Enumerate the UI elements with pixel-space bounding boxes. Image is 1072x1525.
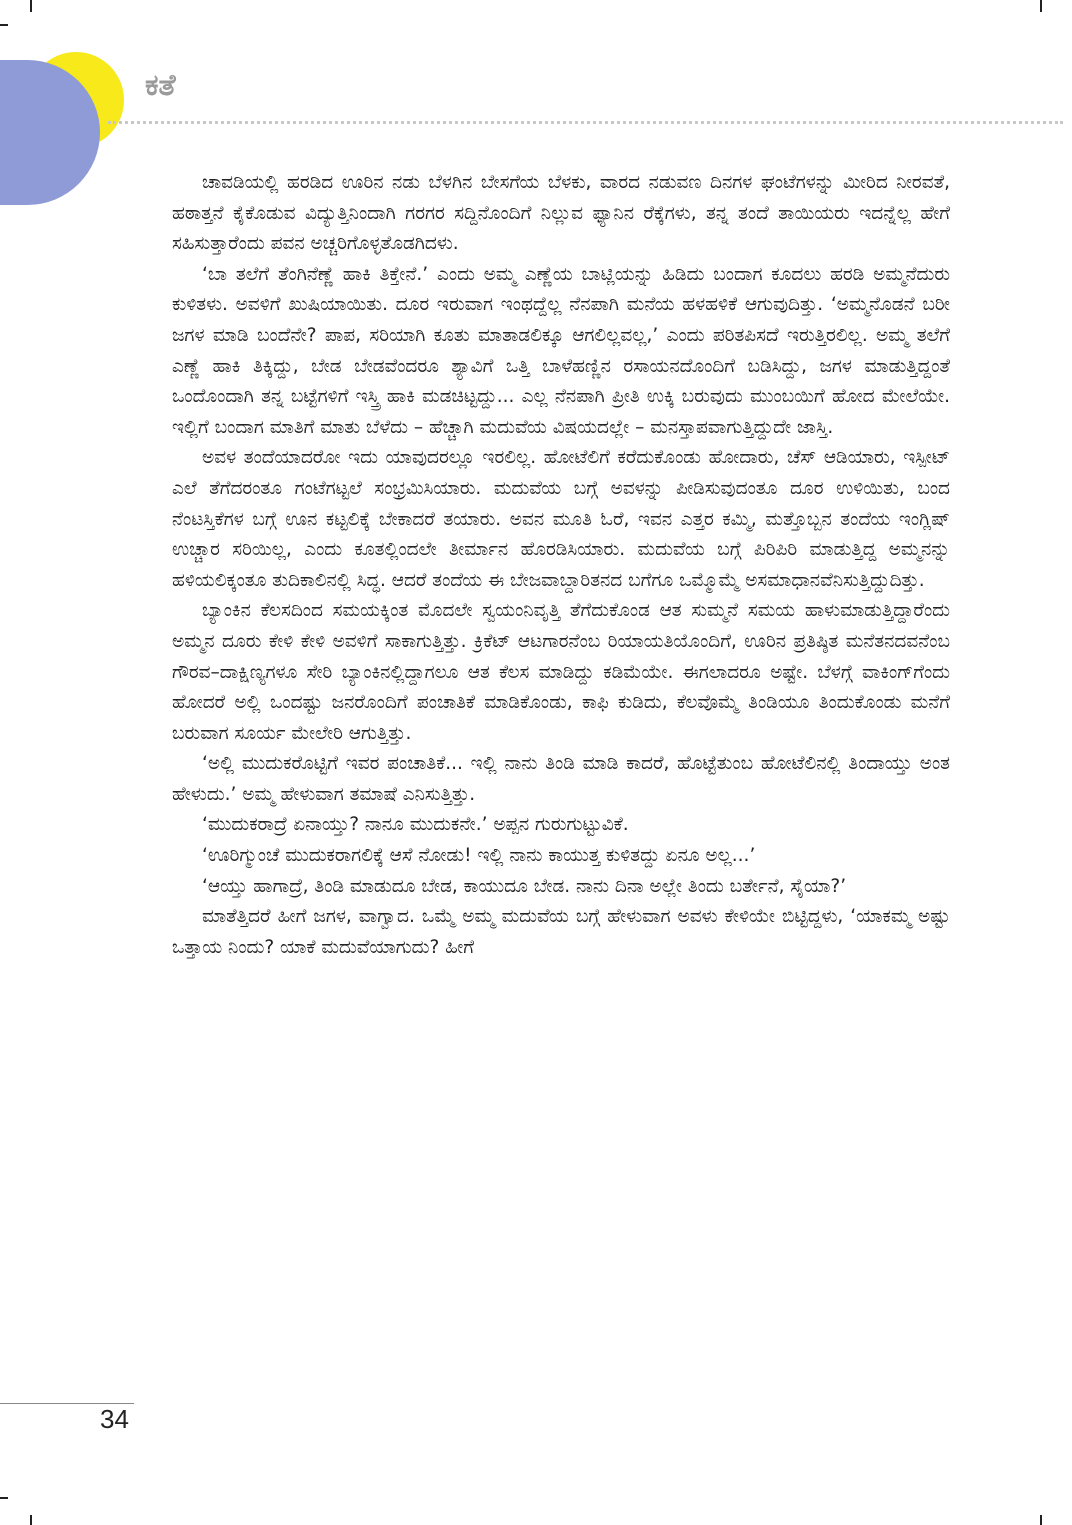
crop-mark <box>0 24 8 26</box>
dotted-divider <box>108 121 1063 124</box>
story-body <box>172 168 950 963</box>
paragraph: ‘ಆಯ್ತು ಹಾಗಾದ್ರೆ, ತಿಂಡಿ ಮಾಡುದೂ ಬೇಡ, ಕಾಯುದೂ ಬೇಡ. ನಾನು ದಿನಾ ಅಲ್ಲೇ ತಿಂದು ಬರ್ತೇನೆ, ಸೈಯಾ?’ <box>202 875 847 897</box>
crop-mark <box>30 1515 32 1525</box>
paragraph: ಬ್ಯಾಂಕಿನ ಕೆಲಸದಿಂದ ಸಮಯಕ್ಕಿಂತ ಮೊದಲೇ ಸ್ವಯಂನಿವೃತ್ತಿ ತೆಗೆದುಕೊಂಡ ಆತ ಸುಮ್ಮನೆ ಸಮಯ ಹಾಳುಮಾಡುತ್ತಿದ್ದಾರೆಂದು ಅಮ್ಮನ ದೂರು ಕೇಳಿ ಕೇಳಿ ಅವಳಿಗೆ ಸಾಕಾಗುತ್ತಿತ್ತು. ಕ್ರಿಕೆಟ್ ಆಟಗಾರನೆಂಬ ರಿಯಾಯತಿಯೊಂದಿಗೆ, ಊರಿನ ಪ್ರತಿಷ್ಠಿತ ಮನೆತನದವನೆಂಬ ಗೌರವ–ದಾಕ್ಷಿಣ್ಯಗಳೂ ಸೇರಿ ಬ್ಯಾಂಕಿನಲ್ಲಿದ್ದಾಗಲೂ ಆತ ಕೆಲಸ ಮಾಡಿದ್ದು ಕಡಿಮೆಯೇ. ಈಗಲಾದರೂ ಅಷ್ಟೇ. ಬೆಳಗ್ಗೆ ವಾಕಿಂಗ್‌ಗೆಂದು ಹೋದರೆ ಅಲ್ಲಿ ಒಂದಷ್ಟು ಜನರೊಂದಿಗೆ ಪಂಚಾತಿಕೆ ಮಾಡಿಕೊಂಡು, ಕಾಫಿ ಕುಡಿದು, ಕೆಲವೊಮ್ಮೆ ತಿಂಡಿಯೂ ತಿಂದುಕೊಂಡು ಮನೆಗೆ ಬರುವಾಗ ಸೂರ್ಯ ಮೇಲೇರಿ ಆಗುತ್ತಿತ್ತು. <box>172 600 950 744</box>
paragraph: ಅವಳ ತಂದೆಯಾದರೋ ಇದು ಯಾವುದರಲ್ಲೂ ಇರಲಿಲ್ಲ. ಹೋಟೆಲಿಗೆ ಕರೆದುಕೊಂಡು ಹೋದಾರು, ಚೆಸ್ ಆಡಿಯಾರು, ಇಸ್ಪೀಟ್ ಎಲೆ ತೆಗೆದರಂತೂ ಗಂಟೆಗಟ್ಟಲೆ ಸಂಭ್ರಮಿಸಿಯಾರು. ಮದುವೆಯ ಬಗ್ಗೆ ಅವಳನ್ನು ಪೀಡಿಸುವುದಂತೂ ದೂರ ಉಳಿಯಿತು, ಬಂದ ನೆಂಟಸ್ತಿಕೆಗಳ ಬಗ್ಗೆ ಊನ ಕಟ್ಟಲಿಕ್ಕೆ ಬೇಕಾದರೆ ತಯಾರು. ಅವನ ಮೂತಿ ಓರೆ, ಇವನ ಎತ್ತರ ಕಮ್ಮಿ, ಮತ್ತೊಬ್ಬನ ತಂದೆಯ ಇಂಗ್ಲಿಷ್ ಉಚ್ಚಾರ ಸರಿಯಿಲ್ಲ, ಎಂದು ಕೂತಲ್ಲಿಂದಲೇ ತೀರ್ಮಾನ ಹೊರಡಿಸಿಯಾರು. ಮದುವೆಯ ಬಗ್ಗೆ ಪಿರಿಪಿರಿ ಮಾಡುತ್ತಿದ್ದ ಅಮ್ಮನನ್ನು ಹಳಿಯಲಿಕ್ಕಂತೂ ತುದಿಕಾಲಿನಲ್ಲಿ ಸಿದ್ಧ. ಆದರೆ ತಂದೆಯ ಈ ಬೇಜವಾಬ್ದಾರಿತನದ ಬಗೆಗೂ ಒಮ್ಮೊಮ್ಮೆ ಅಸಮಾಧಾನವೆನಿಸುತ್ತಿದ್ದುದಿತ್ತು. <box>172 447 950 591</box>
paragraph: ಮಾತೆತ್ತಿದರೆ ಹೀಗೆ ಜಗಳ, ವಾಗ್ವಾದ. ಒಮ್ಮೆ ಅಮ್ಮ ಮದುವೆಯ ಬಗ್ಗೆ ಹೇಳುವಾಗ ಅವಳು ಕೇಳಿಯೇ ಬಿಟ್ಟಿದ್ದಳು, ‘ಯಾಕಮ್ಮ ಅಷ್ಟು ಒತ್ತಾಯ ನಿಂದು? ಯಾಕೆ ಮದುವೆಯಾಗುದು? ಹೀಗೆ <box>172 906 950 958</box>
paragraph: ‘ಅಲ್ಲಿ ಮುದುಕರೊಟ್ಟಿಗೆ ಇವರ ಪಂಚಾತಿಕೆ... ಇಲ್ಲಿ ನಾನು ತಿಂಡಿ ಮಾಡಿ ಕಾದರೆ, ಹೊಟ್ಟೆತುಂಬ ಹೋಟೆಲಿನಲ್ಲಿ ತಿಂದಾಯ್ತು ಅಂತ ಹೇಳುದು.’ ಅಮ್ಮ ಹೇಳುವಾಗ ತಮಾಷೆ ಎನಿಸುತ್ತಿತ್ತು. <box>172 753 950 805</box>
crop-mark <box>1040 0 1042 12</box>
crop-mark <box>0 1497 8 1499</box>
crop-mark <box>1040 1515 1042 1525</box>
paragraph: ‘ಮುದುಕರಾದ್ರೆ ಏನಾಯ್ತು? ನಾನೂ ಮುದುಕನೇ.’ ಅಪ್ಪನ ಗುರುಗುಟ್ಟುವಿಕೆ. <box>202 814 629 836</box>
paragraph: ಚಾವಡಿಯಲ್ಲಿ ಹರಡಿದ ಊರಿನ ನಡು ಬೆಳಗಿನ ಬೇಸಗೆಯ ಬೆಳಕು, ವಾರದ ನಡುವಣ ದಿನಗಳ ಘಂಟೆಗಳನ್ನು ಮೀರಿದ ನೀರವತೆ, ಹಠಾತ್ತನೆ ಕೈಕೊಡುವ ವಿದ್ಯುತ್ತಿನಿಂದಾಗಿ ಗರಗರ ಸದ್ದಿನೊಂದಿಗೆ ನಿಲ್ಲುವ ಫ್ಯಾನಿನ ರೆಕ್ಕೆಗಳು, ತನ್ನ ತಂದೆ ತಾಯಿಯರು ಇದನ್ನೆಲ್ಲ ಹೇಗೆ ಸಹಿಸುತ್ತಾರೆಂದು ಪವನ ಅಚ್ಚರಿಗೊಳ್ಳತೊಡಗಿದಳು. <box>172 172 950 255</box>
page-number: 34 <box>100 1404 129 1434</box>
section-title: ಕತೆ <box>145 68 176 103</box>
paragraph: ‘ಬಾ ತಲೆಗೆ ತೆಂಗಿನೆಣ್ಣೆ ಹಾಕಿ ತಿಕ್ತೇನೆ.’ ಎಂದು ಅಮ್ಮ ಎಣ್ಣೆಯ ಬಾಟ್ಲಿಯನ್ನು ಹಿಡಿದು ಬಂದಾಗ ಕೂದಲು ಹರಡಿ ಅಮ್ಮನೆದುರು ಕುಳಿತಳು. ಅವಳಿಗೆ ಖುಷಿಯಾಯಿತು. ದೂರ ಇರುವಾಗ ಇಂಥದ್ದೆಲ್ಲ ನೆನಪಾಗಿ ಮನೆಯ ಹಳಹಳಿಕೆ ಆಗುವುದಿತ್ತು. ‘ಅಮ್ಮನೊಡನೆ ಬರೀ ಜಗಳ ಮಾಡಿ ಬಂದೆನೇ? ಪಾಪ, ಸರಿಯಾಗಿ ಕೂತು ಮಾತಾಡಲಿಕ್ಕೂ ಆಗಲಿಲ್ಲವಲ್ಲ,’ ಎಂದು ಪರಿತಪಿಸದೆ ಇರುತ್ತಿರಲಿಲ್ಲ. ಅಮ್ಮ ತಲೆಗೆ ಎಣ್ಣೆ ಹಾಕಿ ತಿಕ್ಕಿದ್ದು, ಬೇಡ ಬೇಡವೆಂದರೂ ಶ್ಯಾವಿಗೆ ಒತ್ತಿ ಬಾಳೆಹಣ್ಣಿನ ರಸಾಯನದೊಂದಿಗೆ ಬಡಿಸಿದ್ದು, ಜಗಳ ಮಾಡುತ್ತಿದ್ದಂತೆ ಒಂದೊಂದಾಗಿ ತನ್ನ ಬಟ್ಟೆಗಳಿಗೆ ಇಸ್ತ್ರಿ ಹಾಕಿ ಮಡಚಿಟ್ಟದ್ದು... ಎಲ್ಲ ನೆನಪಾಗಿ ಪ್ರೀತಿ ಉಕ್ಕಿ ಬರುವುದು ಮುಂಬಯಿಗೆ ಹೋದ ಮೇಲೆಯೇ. ಇಲ್ಲಿಗೆ ಬಂದಾಗ ಮಾತಿಗೆ ಮಾತು ಬೆಳೆದು – ಹೆಚ್ಚಾಗಿ ಮದುವೆಯ ವಿಷಯದಲ್ಲೇ – ಮನಸ್ತಾಪವಾಗುತ್ತಿದ್ದುದೇ ಜಾಸ್ತಿ. <box>172 263 950 438</box>
paragraph: ‘ಊರಿಗ್ಮುಂಚೆ ಮುದುಕರಾಗಲಿಕ್ಕೆ ಆಸೆ ನೋಡು! ಇಲ್ಲಿ ನಾನು ಕಾಯುತ್ತ ಕುಳಿತದ್ದು ಏನೂ ಅಲ್ಲ...’ <box>202 845 756 867</box>
crop-mark <box>30 0 32 12</box>
